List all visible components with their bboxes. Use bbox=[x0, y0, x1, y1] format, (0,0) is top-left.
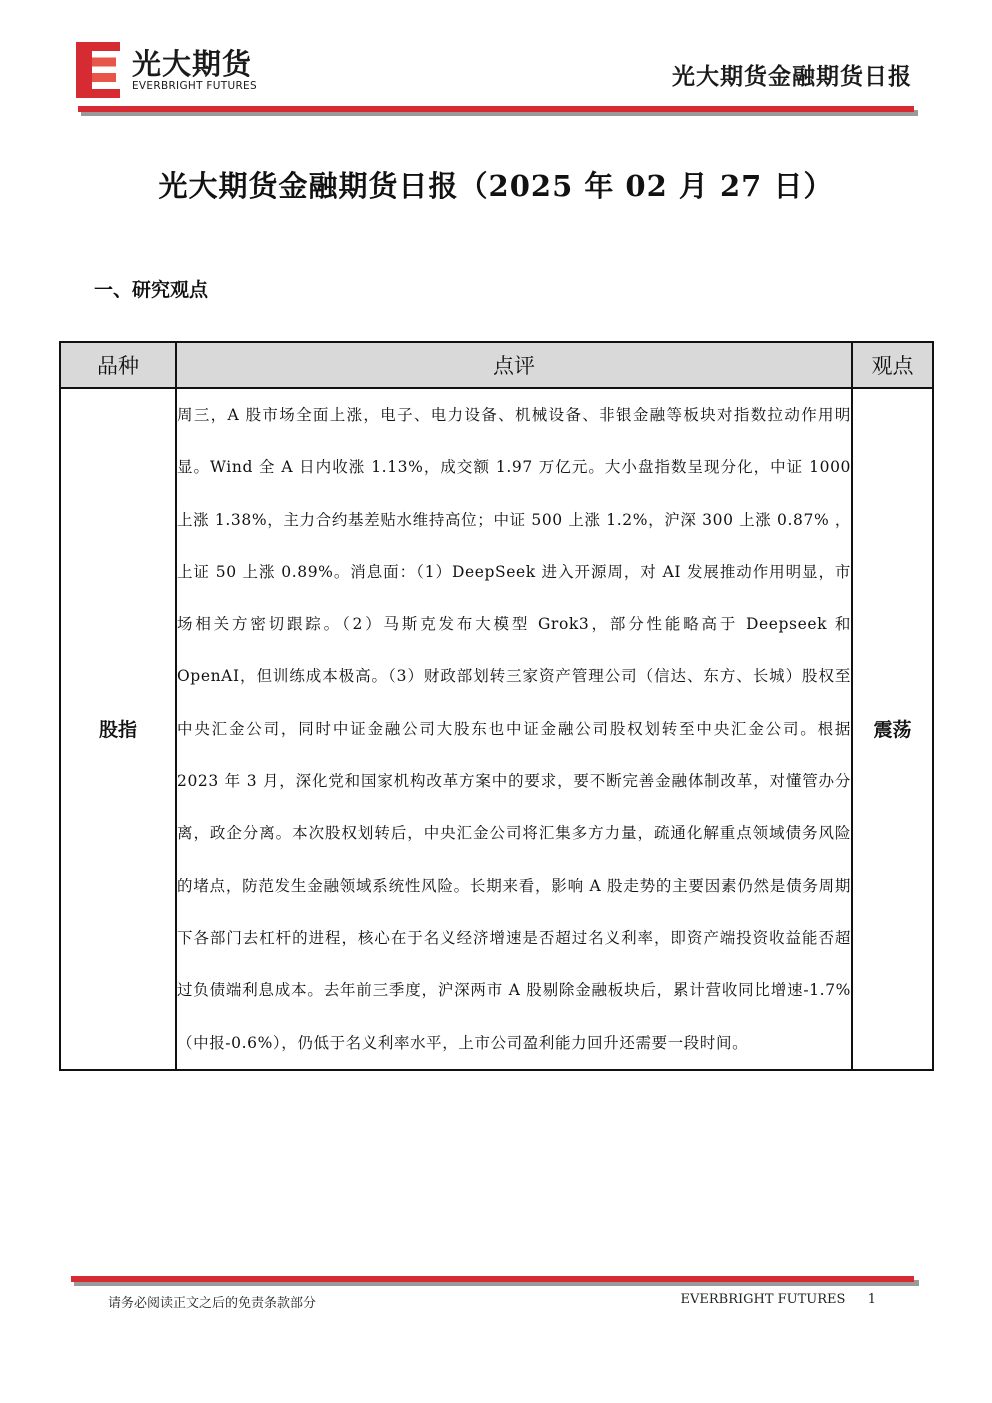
footer-brand: EVERBRIGHT FUTURES bbox=[680, 1292, 846, 1307]
footer-brand-and-page bbox=[680, 1292, 876, 1307]
table-row bbox=[60, 388, 933, 1070]
logo-name-cn: 光大期货 bbox=[132, 47, 253, 81]
footer-disclaimer: 请务必阅读正文之后的免责条款部分 bbox=[108, 1296, 317, 1311]
variety-cell: 股指 bbox=[60, 388, 176, 1070]
page-number: 1 bbox=[867, 1292, 876, 1307]
page-title: 光大期货金融期货日报（2025 年 02 月 27 日） bbox=[158, 169, 834, 203]
header-report-name: 光大期货金融期货日报 bbox=[672, 63, 912, 90]
comment-cell bbox=[176, 388, 852, 1070]
logo-name-en: EVERBRIGHT FUTURES bbox=[132, 80, 257, 92]
comment-text: 周三，A 股市场全面上涨，电子、电力设备、机械设备、非银金融等板块对指数拉动作用明显。Wind 全 A 日内收涨 1.13%，成交额 1.97 万亿元。大小盘指数呈现分化，中证 1000 上涨 1.38%，主力合约基差贴水维持高位；中证 500 上涨 1.2%，沪深 300 上涨 0.87% ，上证 50 上涨 0.89%。消息面：（1）DeepSeek 进入开源周，对 AI 发展推动作用明显，市场相关方密切跟踪。（2）马斯克发布大模型 Grok3，部分性能略高于 Deepseek 和 OpenAI，但训练成本极高。（3）财政部划转三家资产管理公司（信达、东方、长城）股权至中央汇金公司，同时中证金融公司大股东也中证金融公司股权划转至中央汇金公司。根据 2023 年 3 月，深化党和国家机构改革方案中的要求，要不断完善金融体制改革，对懂管办分离，政企分离。本次股权划转后，中央汇金公司将汇集多方力量，疏通化解重点领域债务风险的堵点，防范发生金融领域系统性风险。长期来看，影响 A 股走势的主要因素仍然是债务周期下各部门去杠杆的进程，核心在于名义经济增速是否超过名义利率，即资产端投资收益能否超过负债端利息成本。去年前三季度，沪深两市 A 股剔除金融板块后，累计营收同比增速-1.7%（中报-0.6%），仍低于名义利率水平，上市公司盈利能力回升还需要一段时间。 bbox=[177, 406, 851, 1052]
everbright-logo bbox=[76, 42, 286, 100]
view-cell: 震荡 bbox=[852, 388, 933, 1070]
section-heading: 一、研究观点 bbox=[94, 279, 209, 301]
header-comment: 点评 bbox=[176, 342, 852, 388]
footer-rule bbox=[71, 1276, 914, 1282]
header-variety: 品种 bbox=[60, 342, 176, 388]
research-view-table bbox=[59, 341, 934, 1071]
header-rule bbox=[78, 106, 914, 112]
table-header-row bbox=[60, 342, 933, 388]
header-view: 观点 bbox=[852, 342, 933, 388]
everbright-logo-icon bbox=[76, 42, 120, 98]
